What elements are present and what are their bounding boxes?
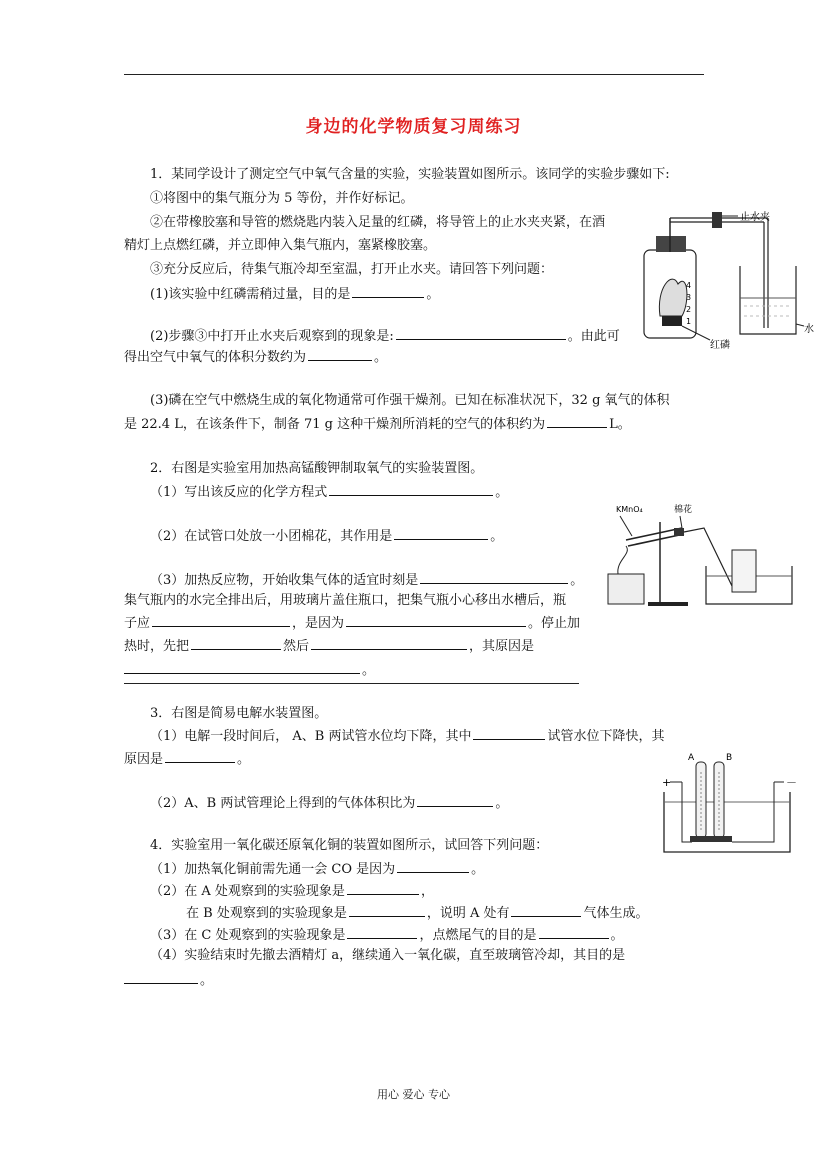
cotton-label: 棉花 (674, 505, 693, 515)
q2-sub-3-cont-2-text: 子应 (124, 616, 151, 631)
q4-sub-2-text: （2）在 A 处观察到的实验现象是 (150, 884, 345, 899)
q4-sub-2 (150, 881, 434, 901)
q1-sub-2-cont-text: 得出空气中氧气的体积分数约为 (124, 350, 307, 365)
q2-sub-3-cont-2 (124, 613, 580, 633)
q4-sub-2-end: ， (420, 884, 434, 899)
mark-4: 4 (686, 281, 692, 290)
q2-answer-4[interactable] (152, 613, 290, 627)
q2-reason: ，其原因是 (469, 639, 535, 654)
q1-sub-3-cont-end: L。 (609, 417, 631, 432)
q4-sub-4-end: 。 (200, 973, 214, 988)
q4-sub-2-b (186, 903, 649, 923)
q3-sub-1-cont-end: 。 (237, 752, 251, 767)
q1-step-2: ②在带橡胶塞和导管的燃烧匙内装入足量的红磷，将导管上的止水夹夹紧，在酒 (150, 215, 606, 230)
tube-a-label: A (688, 753, 695, 763)
q4-sub-3-end: 。 (610, 928, 624, 943)
q1-line-1: 1．某同学设计了测定空气中氧气含量的实验，实验装置如图所示。该同学的实验步骤如下: (150, 167, 670, 182)
q1-sub-1-text: (1)该实验中红磷需稍过量，目的是 (150, 287, 351, 302)
q3-sub-1 (150, 726, 665, 746)
q1-sub-2 (150, 326, 620, 346)
q3-answer-2[interactable] (165, 749, 235, 763)
clamp-label: 止水夹 (740, 212, 770, 223)
q3-sub-2-text: （2）A、B 两试管理论上得到的气体体积比为 (150, 796, 416, 811)
q4-gas-formed: 气体生成。 (583, 906, 649, 921)
q1-sub-3: (3)磷在空气中燃烧生成的氧化物通常可作强干燥剂。已知在标准状况下，32 g 氧气的体积 (150, 393, 670, 408)
q3-sub-1-cont-text: 原因是 (124, 752, 164, 767)
q2-answer-1[interactable] (329, 482, 493, 496)
q1-sub-2-cont (124, 347, 387, 367)
q4-answer-2[interactable] (347, 881, 419, 895)
q1-answer-4[interactable] (547, 414, 607, 428)
q2-sub-3-cont-4 (124, 660, 375, 680)
tube-b-label: B (726, 753, 733, 763)
q1-sub-2-end: 。由此可 (567, 329, 620, 344)
q2-stop-heat: 。停止加 (528, 616, 581, 631)
q4-sub-1-text: （1）加热氧化铜前需先通一会 CO 是因为 (150, 862, 396, 877)
page-footer: 用心 爱心 专心 (377, 1088, 450, 1101)
q2-sub-3-cont-3 (124, 636, 534, 656)
q1-sub-1-end: 。 (426, 287, 440, 302)
q2-sub-3-text: （3）加热反应物，开始收集气体的适宜时刻是 (150, 573, 419, 588)
q2-answer-6[interactable] (191, 636, 281, 650)
q2-answer-2[interactable] (394, 526, 488, 540)
q3-line-1: 3．右图是简易电解水装置图。 (150, 706, 328, 721)
q4-answer-1[interactable] (397, 859, 469, 873)
q1-step-3: ③充分反应后，待集气瓶冷却至室温，打开止水夹。请回答下列问题： (150, 262, 554, 277)
water-electrolysis-figure (652, 750, 802, 858)
q2-answer-7[interactable] (311, 636, 467, 650)
q4-sub-3 (150, 925, 624, 945)
q4-answer-6[interactable] (539, 925, 609, 939)
q2-sub-1-end: 。 (495, 485, 509, 500)
oxygen-content-apparatus-figure (630, 208, 822, 356)
q1-answer-2[interactable] (396, 326, 566, 340)
q2-answer-5[interactable] (346, 613, 526, 627)
header-rule (124, 74, 704, 75)
q1-sub-2-text: (2)步骤③中打开止水夹后观察到的现象是: (150, 329, 394, 344)
water-label: 水 (804, 324, 814, 335)
page-title: 身边的化学物质复习周练习 (305, 117, 522, 137)
q2-sub-3-cont-1: 集气瓶内的水完全排出后，用玻璃片盖住瓶口，把集气瓶小心移出水槽后，瓶 (124, 593, 567, 608)
q1-answer-1[interactable] (352, 284, 424, 298)
q2-sub-2-text: （2）在试管口处放一小团棉花，其作用是 (150, 529, 393, 544)
q2-answer-3[interactable] (420, 570, 568, 584)
q3-sub-1-cont (124, 749, 250, 769)
q4-sub-1 (150, 859, 484, 879)
q3-sub-2-end: 。 (495, 796, 509, 811)
q3-sub-1-end: 试管水位下降快，其 (547, 729, 665, 744)
q1-answer-3[interactable] (308, 347, 372, 361)
q4-sub-4-cont (124, 970, 213, 990)
q2-sub-2-end: 。 (490, 529, 504, 544)
q4-ignite: ，点燃尾气的目的是 (419, 928, 537, 943)
q3-answer-1[interactable] (473, 726, 545, 740)
q4-line-1: 4．实验室用一氧化碳还原氧化铜的装置如图所示，试回答下列问题： (150, 838, 549, 853)
q4-answer-3[interactable] (349, 903, 425, 917)
q4-answer-5[interactable] (347, 925, 417, 939)
q4-answer-4[interactable] (511, 903, 581, 917)
q4-sub-3-text: （3）在 C 处观察到的实验现象是 (150, 928, 346, 943)
phosphorus-label: 红磷 (710, 340, 730, 351)
q1-sub-3-cont (124, 414, 631, 434)
mark-3: 3 (686, 293, 692, 302)
q2-sub-1-text: （1）写出该反应的化学方程式 (150, 485, 328, 500)
q2-sub-2 (150, 526, 503, 546)
q1-step-2-cont: 精灯上点燃红磷，并立即伸入集气瓶内，塞紧橡胶塞。 (124, 238, 437, 253)
mark-2: 2 (686, 305, 692, 314)
section-rule (124, 683, 579, 684)
q1-sub-2-cont-end: 。 (374, 350, 388, 365)
plus-label: + (662, 776, 672, 789)
q2-line-1: 2．右图是实验室用加热高锰酸钾制取氧气的实验装置图。 (150, 461, 484, 476)
q3-sub-2 (150, 793, 508, 813)
kmno4-oxygen-apparatus-figure (602, 498, 794, 610)
q2-answer-8[interactable] (124, 660, 360, 674)
q1-sub-3-cont-text: 是 22.4 L，在该条件下，制备 71 g 这种干燥剂所消耗的空气的体积约为 (124, 417, 546, 432)
q2-sub-3-end: 。 (362, 663, 376, 678)
q2-because: ，是因为 (292, 616, 345, 631)
q2-sub-3 (150, 570, 583, 590)
q2-sub-3-cont-3-text: 热时，先把 (124, 639, 190, 654)
q3-sub-1-text: （1）电解一段时间后， A、B 两试管水位均下降，其中 (150, 729, 472, 744)
q1-step-1: ①将图中的集气瓶分为 5 等份，并作好标记。 (150, 191, 414, 206)
q2-sub-1 (150, 482, 508, 502)
mark-1: 1 (686, 317, 692, 326)
q4-sub-1-end: 。 (471, 862, 485, 877)
q4-explain: ，说明 A 处有 (426, 906, 510, 921)
q2-then: 然后 (283, 639, 310, 654)
q4-sub-2-b-text: 在 B 处观察到的实验现象是 (186, 906, 347, 921)
q2-sub-3-end: 。 (570, 573, 584, 588)
q3-answer-3[interactable] (417, 793, 493, 807)
q4-answer-7[interactable] (124, 970, 198, 984)
minus-label: － (786, 776, 797, 789)
kmno4-label: KMnO₄ (616, 505, 643, 514)
q1-sub-1 (150, 284, 439, 304)
q4-sub-4: （4）实验结束时先撤去酒精灯 a，继续通入一氧化碳，直至玻璃管冷却，其目的是 (150, 948, 626, 963)
